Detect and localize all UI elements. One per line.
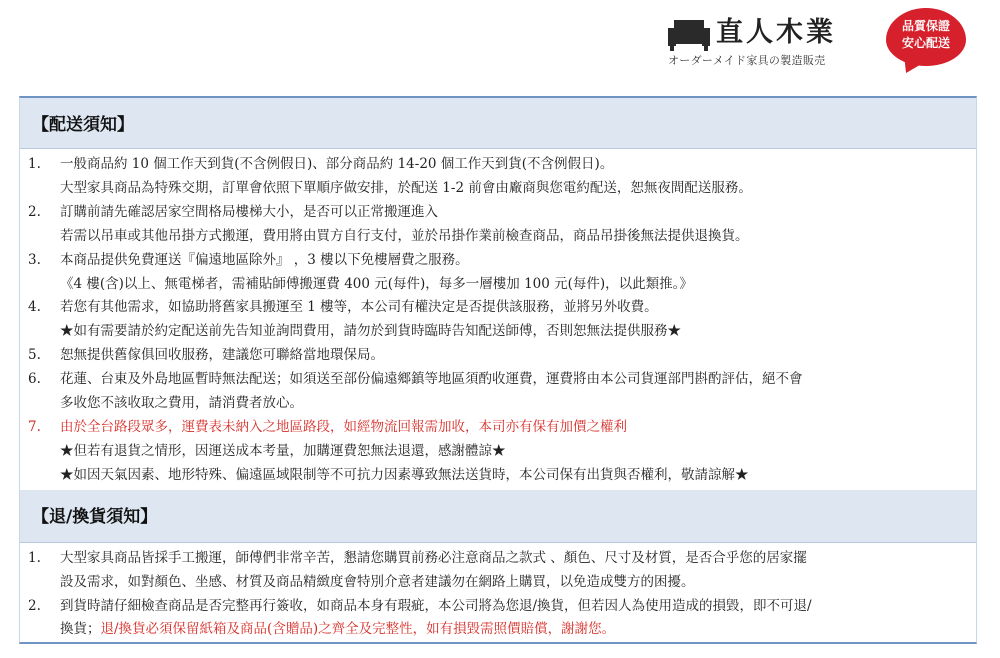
list-item: 3. 本商品提供免費運送『偏遠地區除外』 ，3 樓以下免樓層費之服務。 《4 樓(含)以上、無電梯者，需補貼師傅搬運費 400 元(每件)，每多一層樓加 100 元(每件)，以此類推。》 [28,251,693,292]
list-item: 4. 若您有其他需求，如協助將舊家具搬運至 1 樓等，本公司有權決定是否提供該服務，並將另外收費。 ★如有需要請於約定配送前先告知並詢問費用，請勿於到貨時臨時告知配送師傅，否則恕無法提供服務★ [28,299,681,340]
list-item: 2. 到貨時請仔細檢查商品是否完整再行簽收，如商品本身有瑕疵，本公司將為您退/換貨，但若因人為使用造成的損毀，即不可退/ 換貨；退/換貨必須保留紙箱及商品(含贈品)之齊全及完整性，如有損毀需照價賠償，謝謝您。 [28,597,812,638]
badge-line-2: 安心配送 [901,36,950,50]
delivery-section-title: 【配送須知】 [20,98,976,148]
list-item: 1. 大型家具商品皆採手工搬運，師傅們非常辛苦，懇請您購買前務必注意商品之款式 、顏色、尺寸及材質，是否合乎您的居家擺 設及需求，如對顏色、坐感、材質及商品精緻度會特別介意者建議勿在網路上購買，以免造成雙方的困擾。 [28,549,807,590]
brand-header [664,8,964,80]
brand-name: 直人木業 [716,17,836,48]
notice-panel [19,96,977,644]
surcharge-notice: 由於全台路段眾多，運費表未納入之地區路段，如經物流回報需加收，本司亦有保有加價之權利 [60,418,627,435]
list-item: 7. 由於全台路段眾多，運費表未納入之地區路段，如經物流回報需加收，本司亦有保有加價之權利 ★但若有退貨之情形，因運送成本考量，加購運費恕無法退還，感謝體諒★ ★如因天氣因素、地形特殊、偏遠區域限制等不可抗力因素導致無法送貨時，本公司保有出貨與否權利，敬請諒解★ [20,416,976,488]
quality-badge [886,8,966,66]
delivery-list [20,148,976,490]
list-item: 2. 訂購前請先確認居家空間格局樓梯大小，是否可以正常搬運進入 若需以吊車或其他吊掛方式搬運，費用將由買方自行支付，並於吊掛作業前檢查商品，商品吊掛後無法提供退換貨。 [28,203,749,244]
returns-list [20,542,976,644]
return-condition-notice: 退/換貨必須保留紙箱及商品(含贈品)之齊全及完整性，如有損毀需照價賠償，謝謝您。 [100,621,616,638]
list-item: 1. 一般商品約 10 個工作天到貨(不含例假日)、部分商品約 14-20 個工作天到貨(不含例假日)。 大型家具商品為特殊交期，訂單會依照下單順序做安排，於配送 1-2 前會由廠商與您電約配送，恕無夜間配送服務。 [28,156,752,196]
sofa-icon [668,18,710,52]
list-item: 6. 花蓮、台東及外島地區暫時無法配送；如須送至部份偏遠鄉鎮等地區須酌收運費，運費將由本公司貨運部門斟酌評估，絕不會 多收您不該收取之費用，請消費者放心。 [28,371,803,412]
list-item: 5. 恕無提供舊傢俱回收服務，建議您可聯絡當地環保局。 [28,347,384,364]
brand-subtitle: オーダーメイド家具の製造販売 [668,54,826,67]
returns-section-title: 【退/換貨須知】 [20,490,976,542]
badge-line-1: 品質保證 [901,19,950,33]
